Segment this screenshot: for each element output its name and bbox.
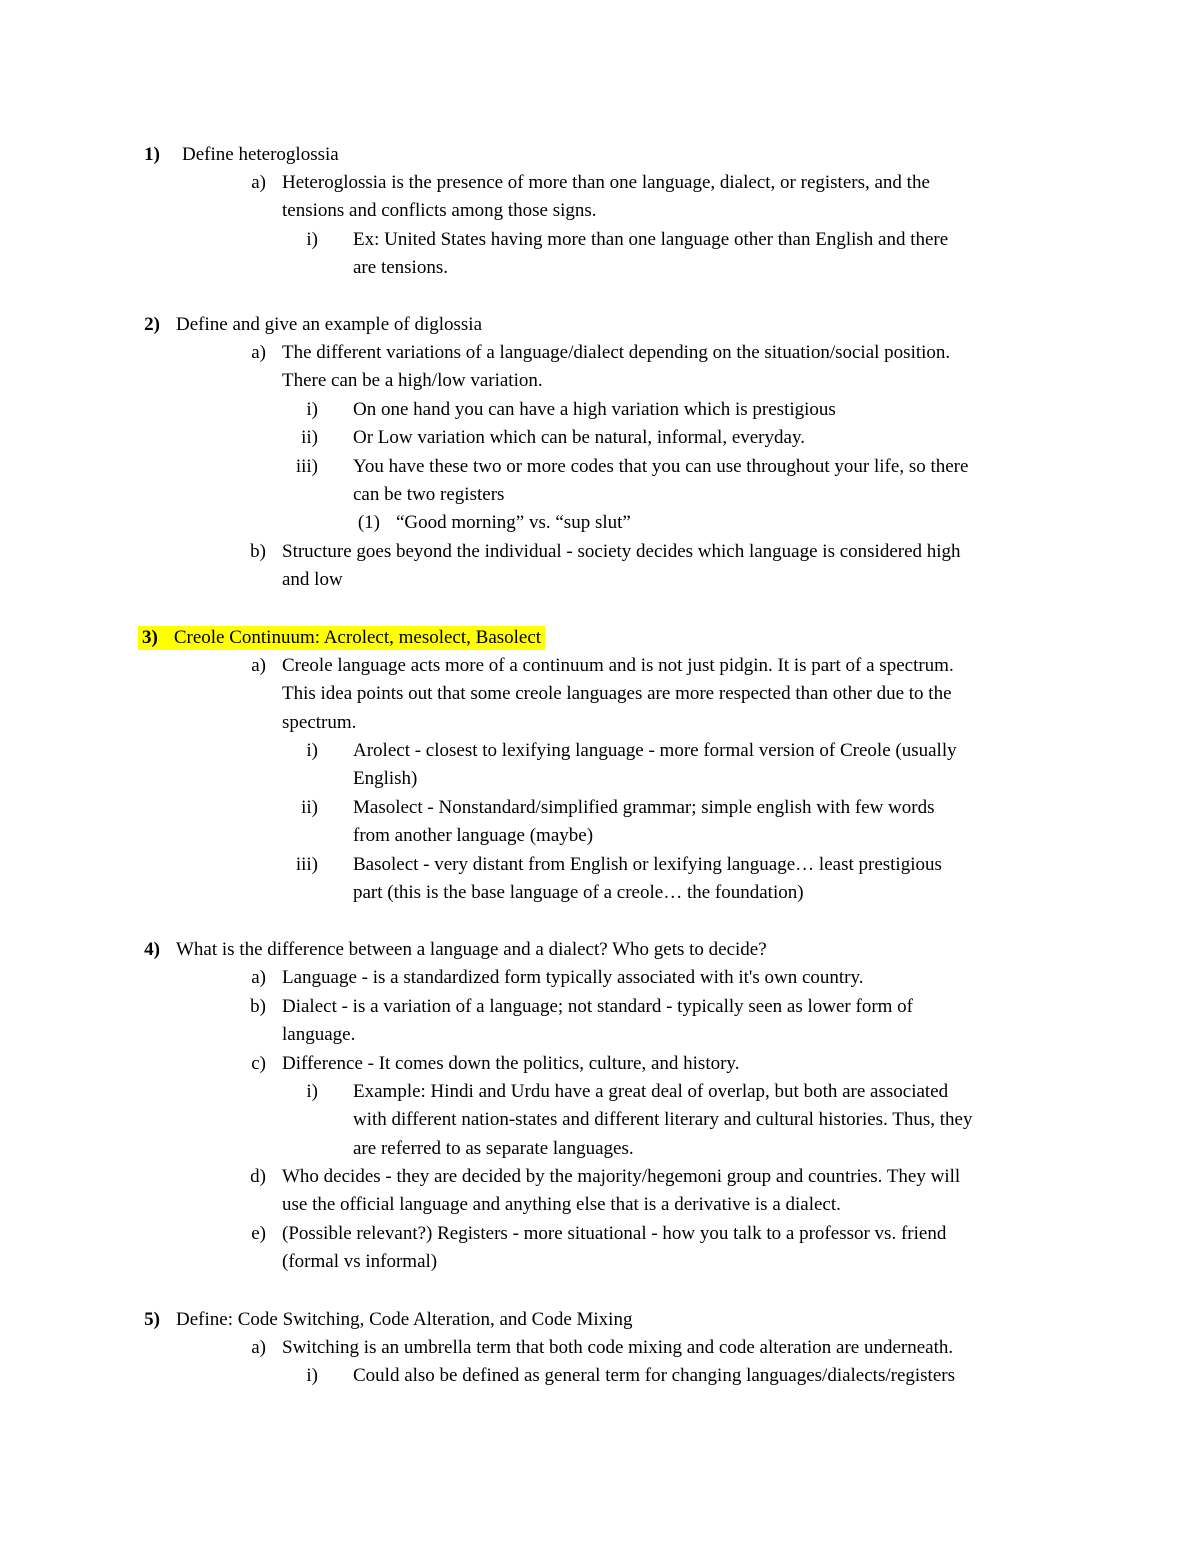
item-text: Difference - It comes down the politics, culture, and history. <box>282 1053 740 1074</box>
section-number: 3) <box>142 627 158 648</box>
subitem-marker: i) <box>306 399 318 420</box>
subitem-text: Arolect - closest to lexifying language - more formal version of Creole (usually <box>353 740 957 761</box>
subitem-marker: i) <box>306 1081 318 1102</box>
section-number: 4) <box>144 939 160 960</box>
subitem-text: Basolect - very distant from English or lexifying language… least prestigious <box>353 854 942 875</box>
item-marker: c) <box>251 1053 266 1074</box>
section-title: What is the difference between a language and a dialect? Who gets to decide? <box>176 939 767 960</box>
subitem-text: English) <box>353 768 418 789</box>
item-text: This idea points out that some creole languages are more respected than other due to the <box>282 683 952 704</box>
item-marker: a) <box>251 172 266 193</box>
section-number: 5) <box>144 1309 160 1330</box>
item-marker: a) <box>251 655 266 676</box>
section-title: Define: Code Switching, Code Alteration, and Code Mixing <box>176 1309 633 1330</box>
item-marker: d) <box>250 1166 266 1187</box>
item-text: (Possible relevant?) Registers - more situational - how you talk to a professor vs. friend <box>282 1223 947 1244</box>
item-marker: a) <box>251 967 266 988</box>
item-text: (formal vs informal) <box>282 1251 438 1272</box>
item-marker: e) <box>251 1223 266 1244</box>
section-title: Define heteroglossia <box>182 144 339 165</box>
item-marker: b) <box>250 541 266 562</box>
subitem-text: Masolect - Nonstandard/simplified grammar; simple english with few words <box>353 797 935 818</box>
item-text: language. <box>282 1024 356 1045</box>
subitem-marker: i) <box>306 1365 318 1386</box>
subitem-text: part (this is the base language of a creole… the foundation) <box>353 882 804 903</box>
section-title: Define and give an example of diglossia <box>176 314 483 335</box>
subitem-text: with different nation-states and different literary and cultural histories. Thus, they <box>353 1109 973 1130</box>
item-text: Heteroglossia is the presence of more than one language, dialect, or registers, and the <box>282 172 930 193</box>
item-text: There can be a high/low variation. <box>282 370 543 391</box>
subitem-text: Or Low variation which can be natural, informal, everyday. <box>353 427 805 448</box>
subitem-text: from another language (maybe) <box>353 825 594 846</box>
item-text: Language - is a standardized form typically associated with it's own country. <box>282 967 864 988</box>
subitem-text: On one hand you can have a high variation which is prestigious <box>353 399 836 420</box>
subitem-text: are referred to as separate languages. <box>353 1138 634 1159</box>
subitem-text: Ex: United States having more than one language other than English and there <box>353 229 949 250</box>
section-number: 2) <box>144 314 160 335</box>
subitem-marker: i) <box>306 229 318 250</box>
item-marker: a) <box>251 1337 266 1358</box>
subsubitem-text: “Good morning” vs. “sup slut” <box>396 512 631 533</box>
item-marker: a) <box>251 342 266 363</box>
highlighted-heading <box>138 626 545 650</box>
item-text: tensions and conflicts among those signs. <box>282 200 597 221</box>
subitem-text: are tensions. <box>353 257 448 278</box>
item-marker: b) <box>250 996 266 1017</box>
subitem-marker: iii) <box>295 456 318 477</box>
item-text: Creole language acts more of a continuum and is not just pidgin. It is part of a spectrum. <box>282 655 954 676</box>
item-text: spectrum. <box>282 712 357 733</box>
subitem-marker: i) <box>306 740 318 761</box>
subitem-text: can be two registers <box>353 484 505 505</box>
subitem-marker: ii) <box>301 797 318 818</box>
item-text: Dialect - is a variation of a language; not standard - typically seen as lower form of <box>282 996 913 1017</box>
item-text: The different variations of a language/dialect depending on the situation/social position. <box>282 342 951 363</box>
section-title: Creole Continuum: Acrolect, mesolect, Basolect <box>173 627 542 648</box>
subitem-marker: iii) <box>295 854 318 875</box>
subitem-text: You have these two or more codes that you can use throughout your life, so there <box>353 456 969 477</box>
section-number: 1) <box>144 144 160 165</box>
item-text: Who decides - they are decided by the majority/hegemoni group and countries. They will <box>282 1166 961 1187</box>
subitem-marker: ii) <box>301 427 318 448</box>
item-text: use the official language and anything else that is a derivative is a dialect. <box>282 1194 841 1215</box>
subitem-text: Could also be defined as general term for changing languages/dialects/registers <box>353 1365 955 1386</box>
item-text: Switching is an umbrella term that both code mixing and code alteration are underneath. <box>282 1337 954 1358</box>
item-text: and low <box>282 569 343 590</box>
subsubitem-marker: (1) <box>357 512 380 533</box>
item-text: Structure goes beyond the individual - society decides which language is considered high <box>282 541 961 562</box>
subitem-text: Example: Hindi and Urdu have a great deal of overlap, but both are associated <box>353 1081 949 1102</box>
